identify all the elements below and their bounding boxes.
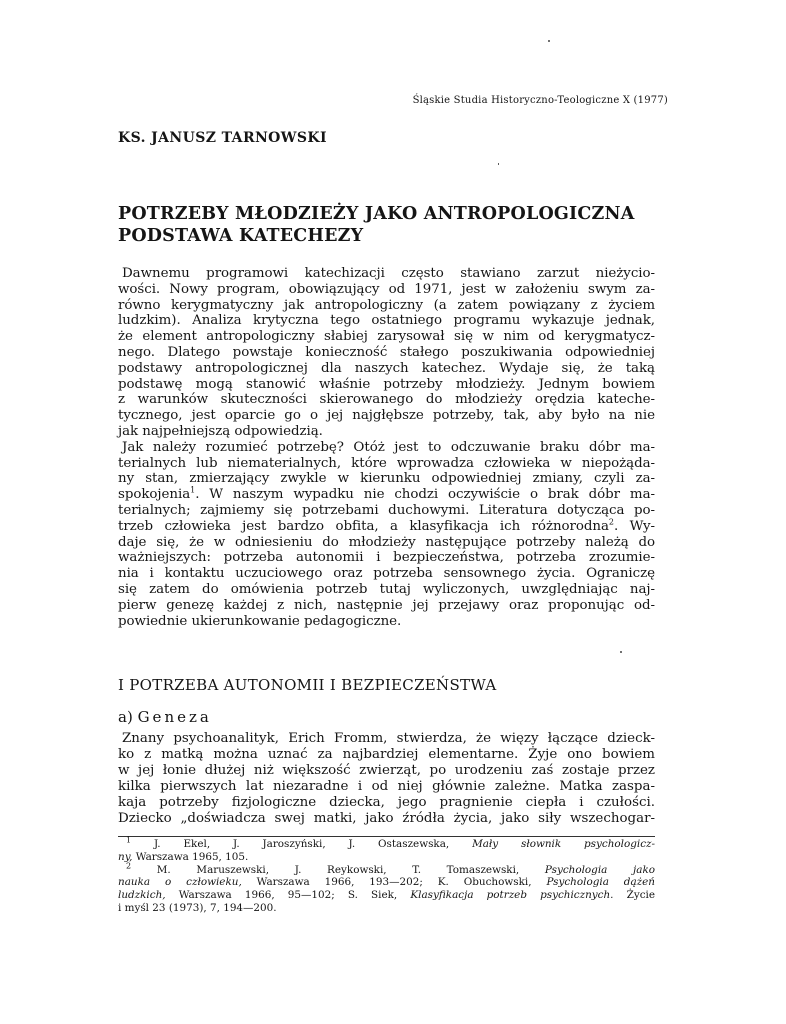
text-line [118,487,655,503]
running-head: Śląskie Studia Historyczno-Teologiczne X (1977) [412,95,668,106]
footnote-marker: 1 [126,835,132,845]
footnote-ref-2[interactable]: 2 [608,517,614,527]
footnote-title: ny, [118,850,133,863]
text-line: terialnych lub niematerialnych, które wprowadza człowieka w niepożąda- [118,455,655,471]
subsection-title: Geneza [137,708,212,726]
footnote-1-cont [118,851,655,864]
text-line: ko z matką można uznać za najbardziej elementarne. Żyje ono bowiem [118,747,655,762]
text-line [118,519,655,535]
footnote-2 [118,861,656,877]
footnote-title: Mały słownik psychologicz- [472,838,656,850]
scan-speck [548,40,550,42]
footnote-text: Warszawa 1965, 105. [132,850,249,863]
text-line: podstawę mogą stanowić właśnie potrzeby młodzieży. Jednym bowiem [118,376,655,392]
subsection-label: a) [118,708,133,726]
footnote-title: nauka o człowieku, [118,876,242,889]
text-line: Dziecko „doświadcza swej matki, jako źródła życia, jako siły wszechogar- [118,811,655,826]
footnote-text: Warszawa 1966, 193—202; K. Obuchowski, [241,876,532,889]
footnote-ref-1[interactable]: 1 [190,485,196,495]
paragraph-genesis [118,731,655,827]
scan-speck [620,651,622,653]
text-line: Jak należy rozumieć potrzebę? Otóż jest to odczuwanie braku dóbr ma- [122,439,655,455]
title-line: POTRZEBY MŁODZIEŻY JAKO ANTROPOLOGICZNA [118,204,635,224]
text-line: daje się, że w odniesieniu do młodzieży następujące potrzeby należą do [118,534,655,550]
footnote-2-cont [118,889,655,902]
text-line: pierw genezę każdej z nich, następnie jej przejawy oraz proponując od- [118,597,655,613]
footnote-separator [118,836,655,837]
footnote-authors: M. Maruszewski, J. Reykowski, T. Tomaszewski, [156,863,520,876]
text-line: jak najpełniejszą odpowiedzią. [118,423,323,439]
text-fragment: . W naszym wypadku nie chodzi oczywiście o brak dóbr ma- [195,487,655,503]
article-body [118,266,655,629]
footnote-text: Warszawa 1966, 95—102; S. Siek, [165,889,398,902]
footnote-2-cont [118,876,655,889]
text-fragment: trzeb człowieka jest bardzo obfita, a klasyfikacja ich różnorodna [118,518,609,534]
text-line: ludzkim). Analiza krytyczna tego ostatniego programu wykazuje jednak, [118,313,655,329]
footnote-1 [118,835,656,851]
text-line: nia i kontaktu uczuciowego oraz potrzeba sensownego życia. Ograniczę [118,566,655,582]
text-line: Znany psychoanalityk, Erich Fromm, stwierdza, że więzy łączące dzieck- [122,731,655,746]
paragraph-intro [118,266,655,440]
text-line: Dawnemu programowi katechizacji często stawiano zarzut nieżycio- [122,266,655,281]
footnote-text: Życie [613,889,656,902]
text-line: się zatem do omówienia potrzeb tutaj wyliczonych, uwzględniając naj- [118,581,655,597]
text-line: tycznego, jest oparcie go o jej najgłębsze potrzeby, tak, aby było na nie [118,408,655,424]
footnotes [118,835,656,915]
text-line: z warunków skuteczności skierowanego do młodzieży orędzia kateche- [118,392,655,408]
text-line: terialnych; zajmiemy się potrzebami duchowymi. Literatura dotycząca po- [118,502,655,518]
author-name: KS. JANUSZ TARNOWSKI [118,130,327,146]
footnote-title: Klasyfikacja potrzeb psychicznych. [410,889,614,902]
footnote-title: Psychologia jako [544,863,656,876]
text-line: nego. Dlatego powstaje konieczność stałego poszukiwania odpowiedniej [118,344,655,360]
subsection-heading [118,708,212,726]
text-line: ważniejszych: potrzeba autonomii i bezpieczeństwa, potrzeba zrozumie- [118,550,655,566]
text-line: kaja potrzeby fizjologiczne dziecka, jego pragnienie ciepła i czułości. [118,795,655,810]
text-line: wości. Nowy program, obowiązujący od 1971, jest w założeniu swym za- [118,281,655,297]
footnote-2-cont: i myśl 23 (1973), 7, 194—200. [118,901,277,914]
text-line: powiednie ukierunkowanie pedagogiczne. [118,613,402,629]
article-body-continued [118,731,655,827]
text-fragment: spokojenia [118,487,191,503]
article-title [118,203,678,247]
footnote-title: Psychologia dążeń [546,876,655,889]
text-line: że element antropologiczny słabiej zarysował się w nim od kerygmatycz- [118,329,655,345]
footnote-authors: J. Ekel, J. Jaroszyński, J. Ostaszewska, [153,838,450,850]
paragraph-needs [118,440,655,630]
text-line: w jej łonie dłużej niż większość zwierząt, po urodzeniu zaś zostaje przez [118,763,655,778]
footnote-title: ludzkich, [118,889,166,902]
footnote-marker: 2 [126,861,132,871]
text-line: równo kerygmatyczny jak antropologiczny (a zatem powiązany z życiem [118,297,655,313]
title-line: PODSTAWA KATECHEZY [118,226,364,246]
text-line: podstawy antropologicznej dla naszych katechez. Wydaje się, że taką [118,360,655,376]
text-line: ny stan, zmierzający zwykle w kierunku odpowiedniej zmiany, czyli za- [118,471,655,487]
text-fragment: . Wy- [613,518,655,534]
scan-speck [498,163,499,165]
text-line: kilka pierwszych lat niezaradne i od niej głównie zależne. Matka zaspa- [118,779,655,794]
section-heading: I POTRZEBA AUTONOMII I BEZPIECZEŃSTWA [118,676,497,694]
